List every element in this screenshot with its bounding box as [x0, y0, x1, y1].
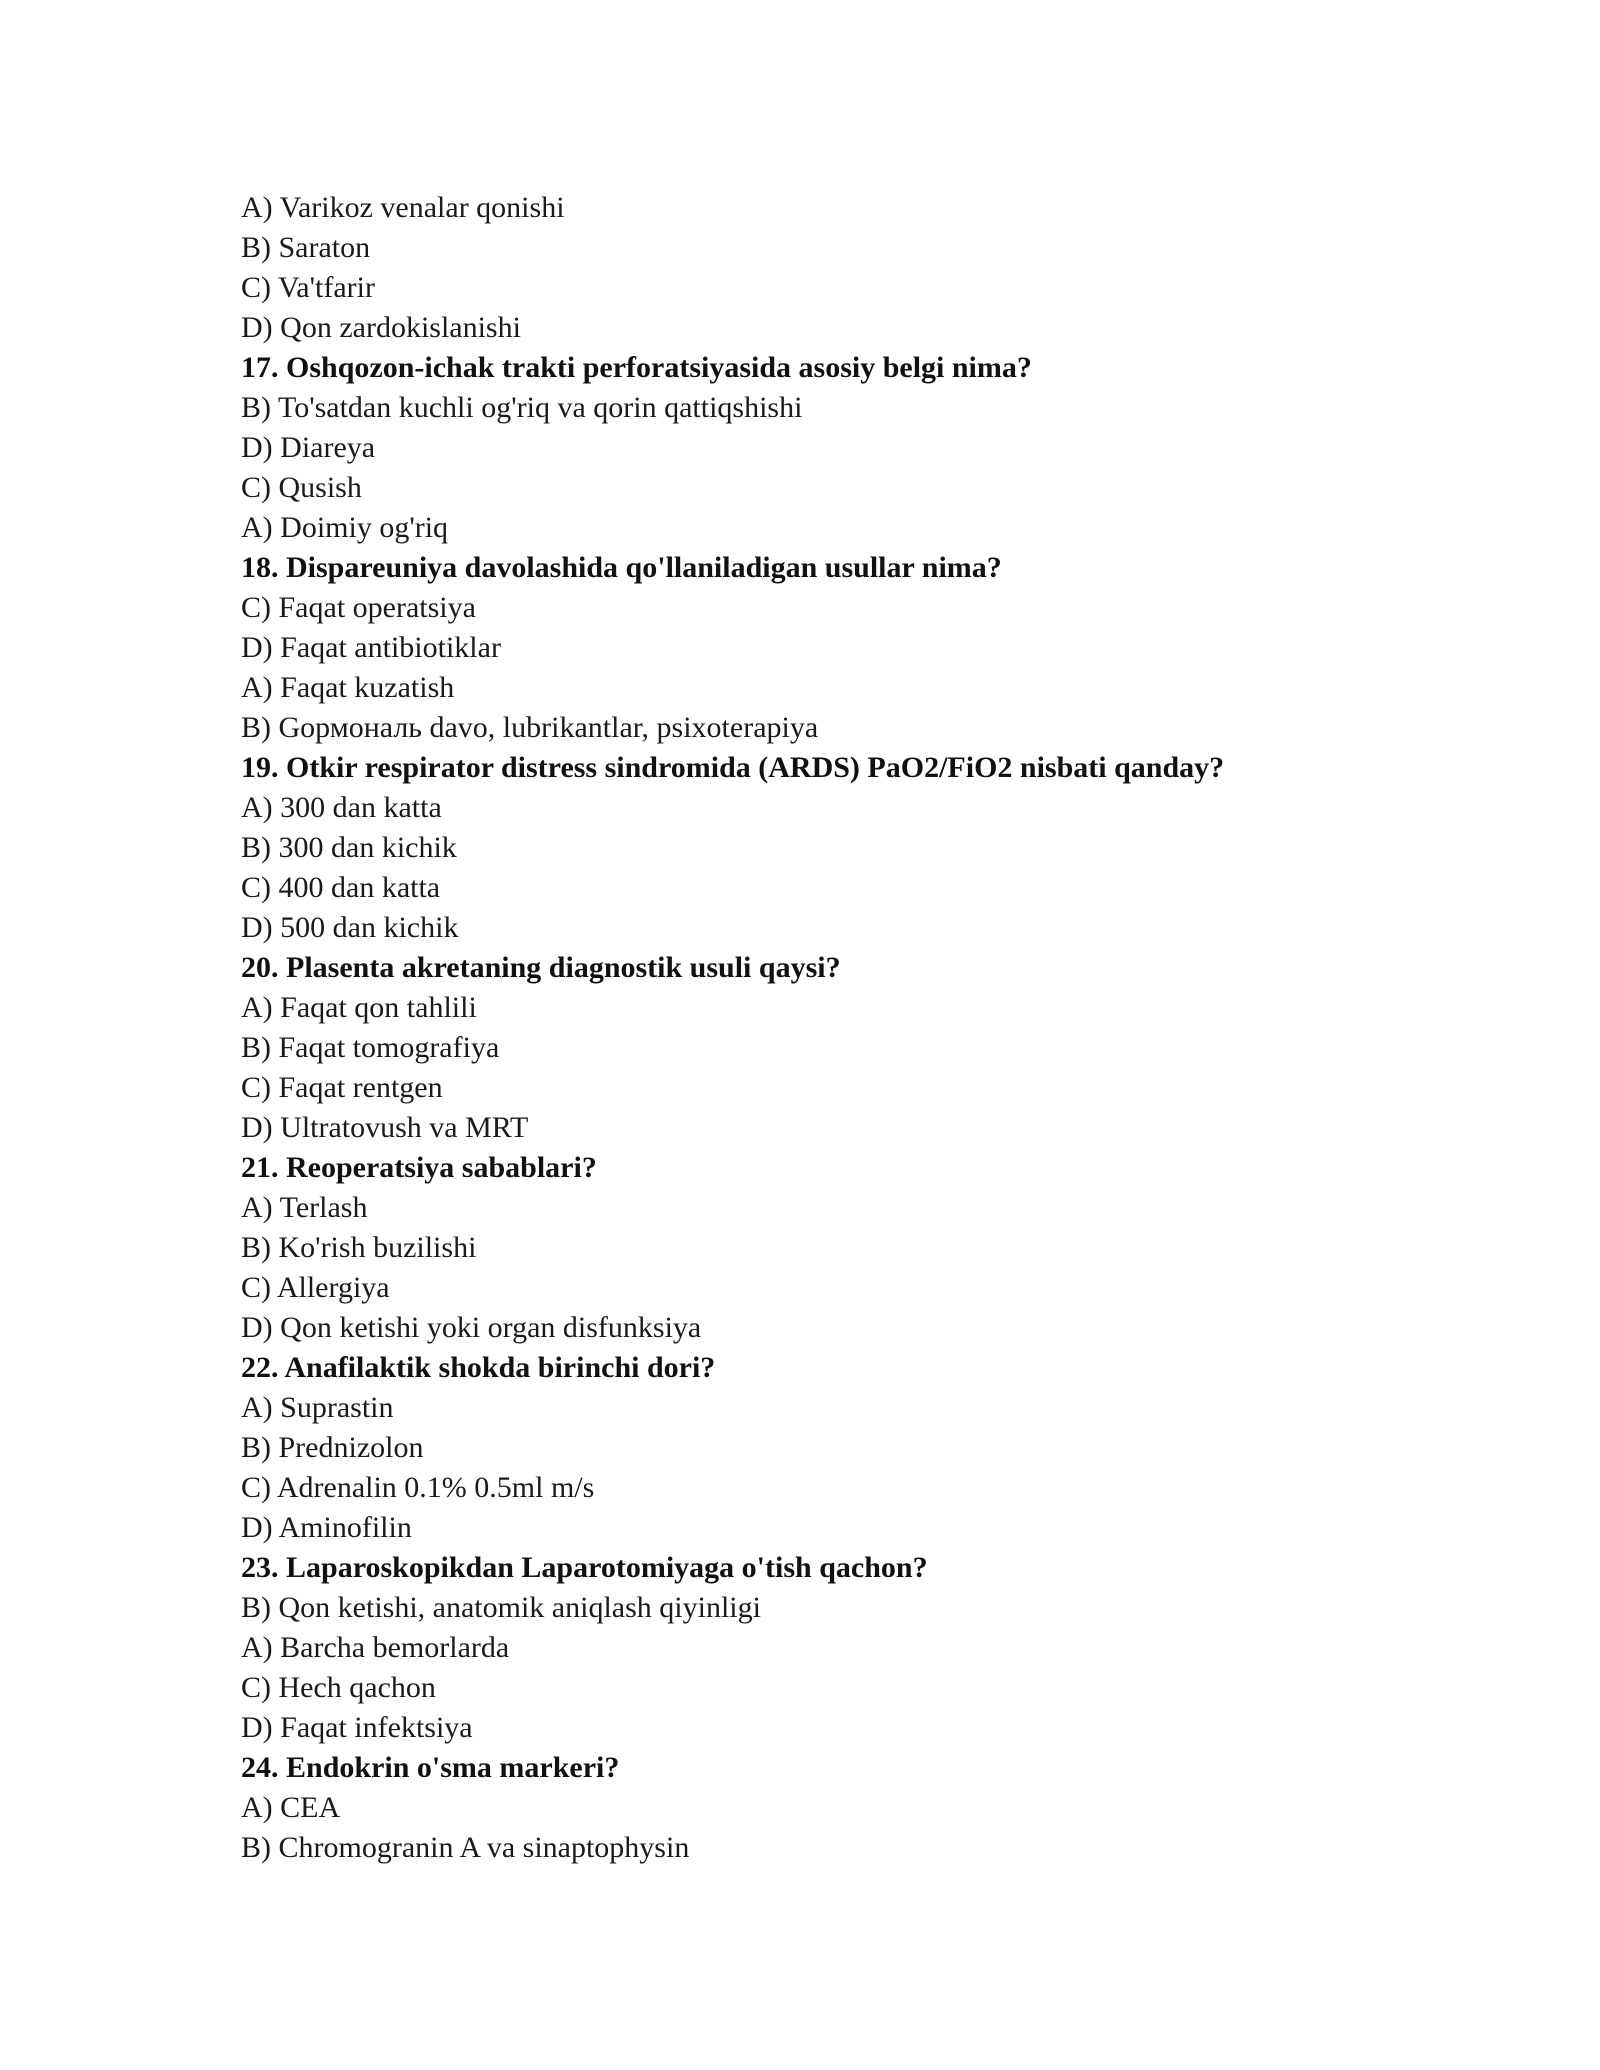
answer-option: D) Faqat antibiotiklar: [241, 631, 501, 664]
answer-option: D) Diareya: [241, 431, 376, 464]
answer-option: D) 500 dan kichik: [241, 911, 459, 944]
answer-option: A) Varikoz venalar qonishi: [241, 191, 565, 224]
answer-option: B) Faqat tomografiya: [241, 1031, 500, 1064]
question-heading: 22. Anafilaktik shokda birinchi dori?: [241, 1351, 716, 1384]
answer-option: B) Gормональ davo, lubrikantlar, psixoterapiya: [241, 711, 819, 744]
answer-option: A) 300 dan katta: [241, 791, 442, 824]
answer-option: C) Hech qachon: [241, 1671, 436, 1704]
answer-option: C) Faqat rentgen: [241, 1071, 443, 1104]
question-heading: 23. Laparoskopikdan Laparotomiyaga o'tish qachon?: [241, 1551, 928, 1584]
answer-option: B) To'satdan kuchli og'riq va qorin qattiqshishi: [241, 391, 803, 424]
answer-option: A) Barcha bemorlarda: [241, 1631, 510, 1664]
answer-option: C) Va'tfarir: [241, 271, 375, 304]
answer-option: A) Doimiy og'riq: [241, 511, 449, 544]
answer-option: D) Aminofilin: [241, 1511, 412, 1544]
question-heading: 18. Dispareuniya davolashida qo'llaniladigan usullar nima?: [241, 551, 1002, 584]
answer-option: A) CEA: [241, 1791, 341, 1824]
answer-option: A) Faqat qon tahlili: [241, 991, 477, 1024]
answer-option: B) Saraton: [241, 231, 371, 264]
answer-option: C) Adrenalin 0.1% 0.5ml m/s: [241, 1471, 595, 1504]
answer-option: C) Faqat operatsiya: [241, 591, 476, 624]
answer-option: B) Ko'rish buzilishi: [241, 1231, 477, 1264]
answer-option: B) Qon ketishi, anatomik aniqlash qiyinligi: [241, 1591, 761, 1624]
answer-option: B) Chromogranin A va sinaptophysin: [241, 1831, 690, 1864]
answer-option: D) Ultratovush va MRT: [241, 1111, 529, 1144]
answer-option: C) Qusish: [241, 471, 362, 504]
answer-option: B) Prednizolon: [241, 1431, 424, 1464]
question-heading: 17. Oshqozon-ichak trakti perforatsiyasida asosiy belgi nima?: [241, 351, 1032, 384]
question-heading: 19. Otkir respirator distress sindromida (ARDS) PaO2/FiO2 nisbati qanday?: [241, 751, 1225, 784]
answer-option: D) Qon zardokislanishi: [241, 311, 521, 344]
answer-option: C) Allergiya: [241, 1271, 390, 1304]
answer-option: C) 400 dan katta: [241, 871, 441, 904]
question-heading: 20. Plasenta akretaning diagnostik usuli qaysi?: [241, 951, 841, 984]
answer-option: A) Terlash: [241, 1191, 368, 1224]
answer-option: A) Suprastin: [241, 1391, 394, 1424]
question-heading: 21. Reoperatsiya sabablari?: [241, 1151, 597, 1184]
answer-option: A) Faqat kuzatish: [241, 671, 455, 704]
document-body: [241, 188, 1441, 1868]
answer-option: D) Qon ketishi yoki organ disfunksiya: [241, 1311, 702, 1344]
question-heading: 24. Endokrin o'sma markeri?: [241, 1751, 620, 1784]
answer-option: B) 300 dan kichik: [241, 831, 457, 864]
answer-option: D) Faqat infektsiya: [241, 1711, 473, 1744]
